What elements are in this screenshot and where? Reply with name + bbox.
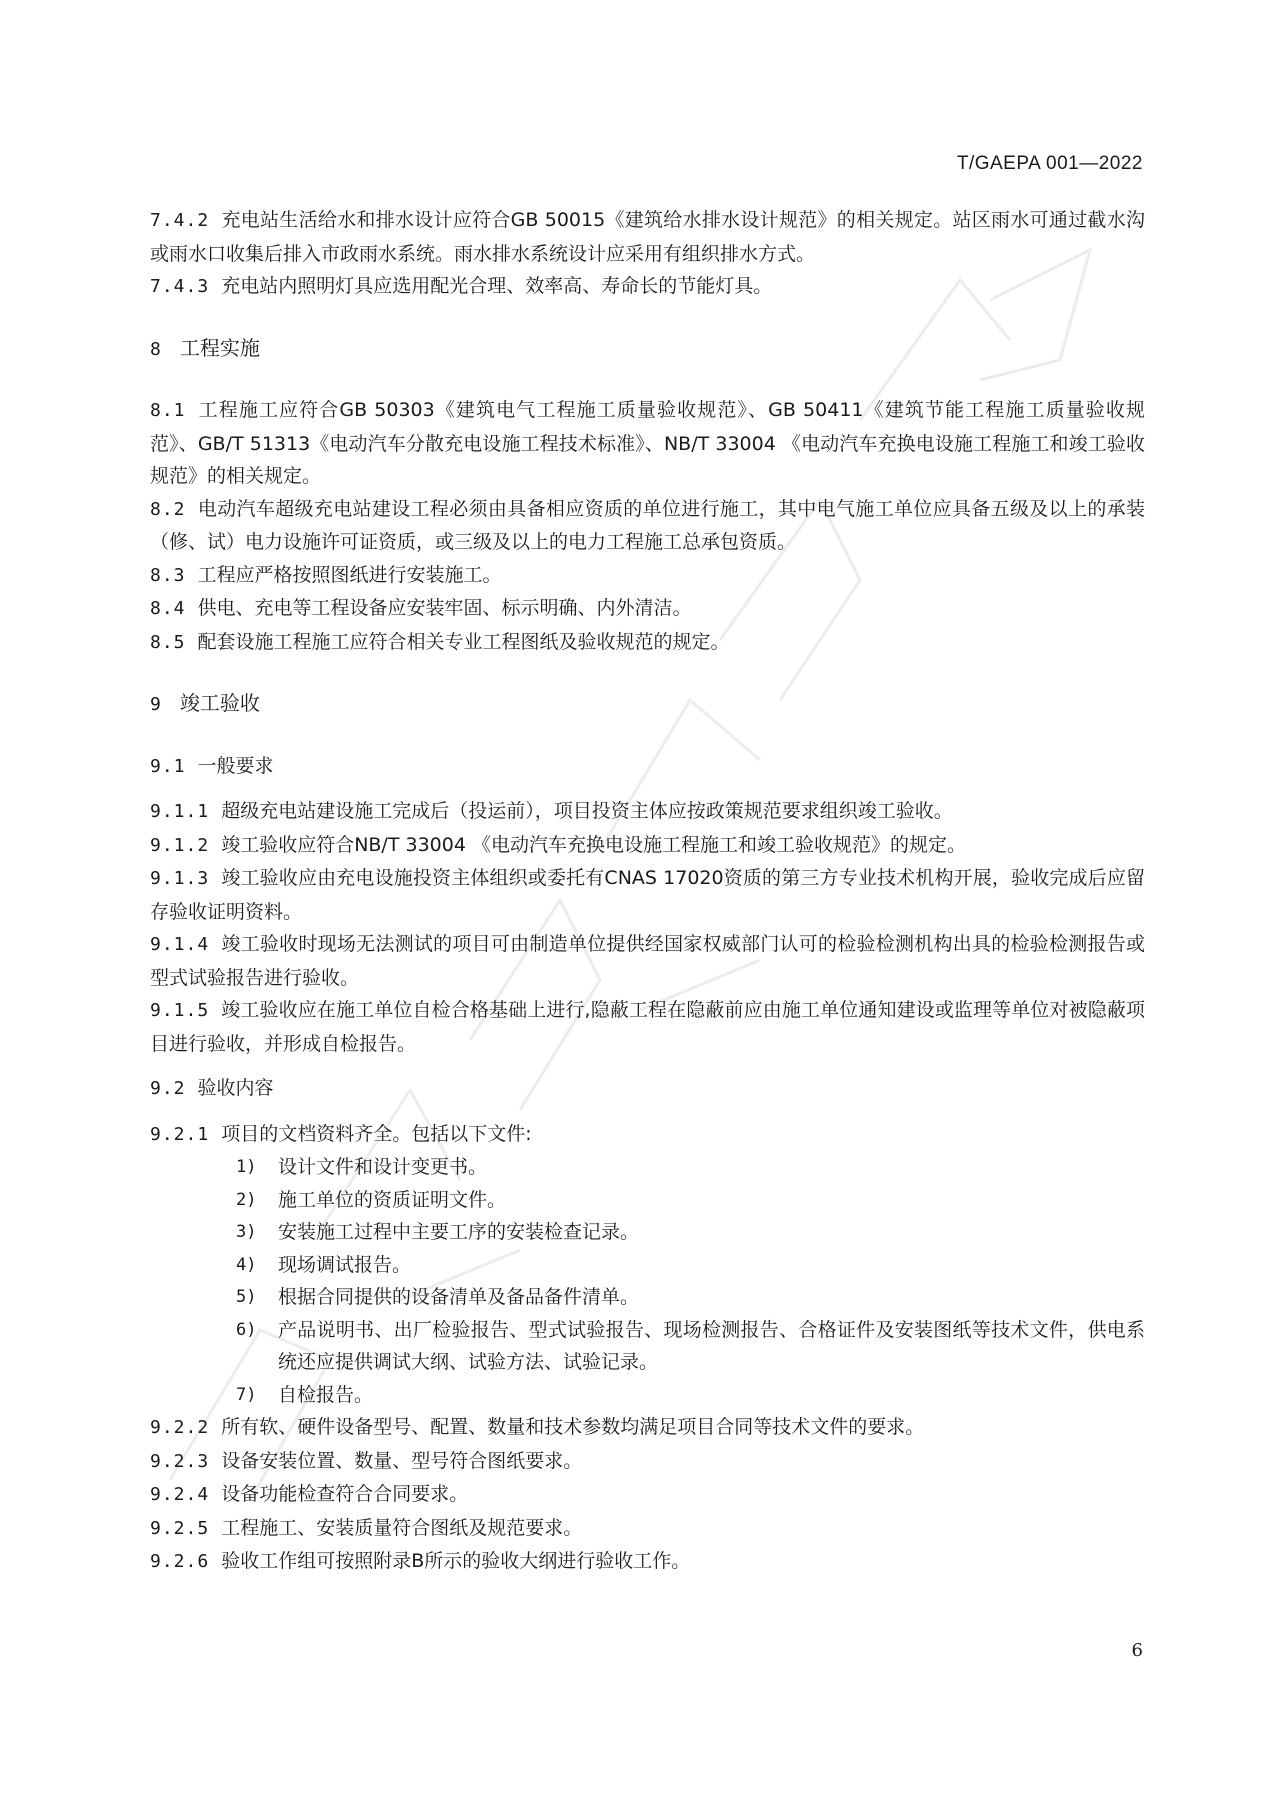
clause-text: 工程施工应符合GB 50303《建筑电气工程施工质量验收规范》、GB 50411《建筑节能工程施工质量验收规范》、GB/T 51313《电动汽车分散充电设施工程技术标准》、NB/T 33004 《电动汽车充换电设施工程施工和竣工验收规范》的相关规定。 [150, 399, 1145, 487]
clause-text: 工程应严格按照图纸进行安装施工。 [197, 563, 502, 586]
clause-9-2-2 [150, 1411, 1145, 1445]
section-8-heading [150, 332, 1145, 367]
list-item [236, 1281, 1145, 1314]
list-item-number: 4) [236, 1254, 257, 1275]
subsection-9-2-heading [150, 1072, 1145, 1106]
standard-code-header: T/GAEPA 001—2022 [956, 153, 1143, 174]
clause-9-2-1 [150, 1118, 1145, 1152]
list-item-text: 自检报告。 [278, 1383, 374, 1406]
clause-text: 充电站内照明灯具应选用配光合理、效率高、寿命长的节能灯具。 [221, 275, 773, 297]
document-body [150, 204, 1145, 1579]
clause-text: 竣工验收时现场无法测试的项目可由制造单位提供经国家权威部门认可的检验检测机构出具的检验检测报告或型式试验报告进行验收。 [150, 933, 1145, 989]
subsection-title: 一般要求 [197, 754, 274, 777]
clause-9-2-6 [150, 1545, 1145, 1579]
clause-9-2-3 [150, 1445, 1145, 1479]
list-item-text: 现场调试报告。 [278, 1253, 412, 1276]
list-item-number: 2) [236, 1189, 257, 1210]
list-item-number: 7) [236, 1384, 257, 1405]
list-item [236, 1184, 1145, 1217]
clause-number: 7.4.3 [150, 276, 210, 297]
page-number: 6 [1131, 1640, 1143, 1661]
list-item [236, 1379, 1145, 1412]
list-item-number: 1) [236, 1157, 257, 1177]
clause-9-1-5 [150, 994, 1145, 1060]
subsection-title: 验收内容 [197, 1077, 274, 1099]
list-item [236, 1314, 1145, 1379]
section-number: 9 [150, 694, 162, 715]
clause-number: 9.2.2 [150, 1417, 210, 1438]
clause-number: 8.4 [150, 598, 186, 619]
clause-number: 8.2 [150, 498, 186, 520]
list-item [236, 1216, 1145, 1249]
clause-9-1-3 [150, 862, 1145, 928]
clause-number: 8.1 [150, 400, 186, 421]
clause-text: 电动汽车超级充电站建设工程必须由具备相应资质的单位进行施工，其中电气施工单位应具备五级及以上的承装（修、试）电力设施许可证资质，或三级及以上的电力工程施工总承包资质。 [150, 497, 1145, 553]
list-item-text: 施工单位的资质证明文件。 [278, 1188, 507, 1211]
clause-text: 所有软、硬件设备型号、配置、数量和技术参数均满足项目合同等技术文件的要求。 [221, 1416, 925, 1438]
clause-number: 9.1.3 [150, 868, 210, 889]
clause-number: 9.1.4 [150, 934, 210, 955]
clause-number: 9.1.5 [150, 1000, 210, 1021]
clause-text: 工程施工、安装质量符合图纸及规范要求。 [221, 1516, 583, 1539]
clause-9-2-4 [150, 1478, 1145, 1512]
clause-number: 7.4.2 [150, 210, 210, 231]
clause-text: 竣工验收应由充电设施投资主体组织或委托有CNAS 17020资质的第三方专业技术机构开展，验收完成后应留存验收证明资料。 [150, 867, 1145, 923]
clause-8-3 [150, 559, 1145, 593]
clause-9-1-1 [150, 795, 1145, 829]
clause-number: 8.3 [150, 564, 186, 586]
list-item-text: 根据合同提供的设备清单及备品备件清单。 [278, 1286, 640, 1308]
section-number: 8 [150, 338, 162, 360]
clause-7-4-3 [150, 270, 1145, 304]
clause-number: 9.2.6 [150, 1551, 210, 1572]
clause-text: 设备功能检查符合合同要求。 [221, 1483, 469, 1505]
clause-8-5 [150, 626, 1145, 660]
clause-text: 项目的文档资料齐全。包括以下文件: [221, 1122, 532, 1145]
clause-text: 设备安装位置、数量、型号符合图纸要求。 [221, 1449, 583, 1472]
section-title: 竣工验收 [179, 691, 260, 715]
list-item-number: 6) [236, 1319, 257, 1340]
clause-9-2-5 [150, 1512, 1145, 1546]
clause-number: 9.1.1 [150, 801, 210, 822]
clause-number: 9.2.4 [150, 1484, 210, 1505]
section-9-heading [150, 687, 1145, 722]
clause-text: 配套设施工程施工应符合相关专业工程图纸及验收规范的规定。 [197, 630, 730, 653]
clause-text: 超级充电站建设施工完成后（投运前），项目投资主体应按政策规范要求组织竣工验收。 [221, 800, 953, 822]
clause-7-4-2 [150, 204, 1145, 270]
clause-9-1-4 [150, 928, 1145, 994]
clause-number: 8.5 [150, 631, 186, 653]
subsection-9-1-heading [150, 750, 1145, 784]
subsection-number: 9.2 [150, 1078, 186, 1099]
clause-text: 验收工作组可按照附录B所示的验收大纲进行验收工作。 [221, 1550, 691, 1572]
clause-8-2 [150, 493, 1145, 559]
clause-text: 充电站生活给水和排水设计应符合GB 50015《建筑给水排水设计规范》的相关规定。站区雨水可通过截水沟或雨水口收集后排入市政雨水系统。雨水排水系统设计应采用有组织排水方式。 [150, 209, 1145, 265]
list-item-number: 3) [236, 1222, 257, 1242]
list-item-number: 5) [236, 1287, 257, 1307]
clause-text: 竣工验收应在施工单位自检合格基础上进行,隐蔽工程在隐蔽前应由施工单位通知建设或监理等单位对被隐蔽项目进行验收，并形成自检报告。 [150, 999, 1145, 1055]
list-item [236, 1151, 1145, 1184]
clause-number: 9.2.5 [150, 1517, 210, 1539]
clause-number: 9.2.1 [150, 1123, 210, 1145]
section-title: 工程实施 [179, 335, 260, 360]
clause-text: 供电、充电等工程设备应安装牢固、标示明确、内外清洁。 [197, 597, 692, 619]
list-item-text: 安装施工过程中主要工序的安装检查记录。 [278, 1221, 640, 1243]
clause-9-1-2 [150, 829, 1145, 863]
clause-number: 9.1.2 [150, 834, 210, 856]
document-list [150, 1151, 1145, 1411]
clause-number: 9.2.3 [150, 1450, 210, 1472]
list-item-text: 设计文件和设计变更书。 [278, 1156, 488, 1178]
clause-8-4 [150, 592, 1145, 626]
list-item [236, 1249, 1145, 1282]
clause-8-1 [150, 394, 1145, 493]
clause-text: 竣工验收应符合NB/T 33004 《电动汽车充换电设施工程施工和竣工验收规范》的规定。 [221, 833, 966, 856]
list-item-text: 产品说明书、出厂检验报告、型式试验报告、现场检测报告、合格证件及安装图纸等技术文件，供电系统还应提供调试大纲、试验方法、试验记录。 [278, 1318, 1145, 1373]
subsection-number: 9.1 [150, 755, 186, 777]
